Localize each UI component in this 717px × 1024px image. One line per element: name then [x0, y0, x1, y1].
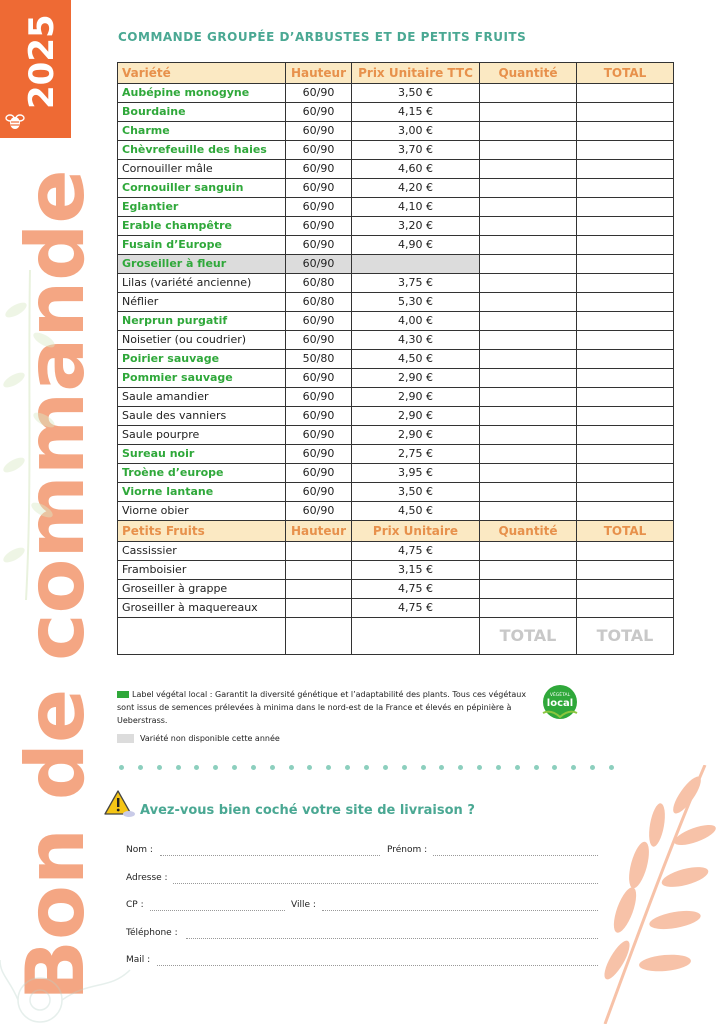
shrub-row: [118, 502, 674, 521]
height-cell: 60/90: [286, 502, 352, 521]
height-cell: 60/90: [286, 331, 352, 350]
height-cell: 60/90: [286, 312, 352, 331]
height-cell: 60/90: [286, 141, 352, 160]
total-cell[interactable]: [577, 426, 674, 445]
variety-name: Bourdaine: [118, 103, 286, 122]
price-cell: 2,75 €: [352, 445, 480, 464]
quantity-cell[interactable]: [480, 542, 577, 561]
prenom-label: Prénom :: [387, 845, 428, 855]
divider-dot: [552, 765, 557, 770]
total-cell[interactable]: [577, 464, 674, 483]
nom-label: Nom :: [126, 845, 153, 855]
quantity-cell[interactable]: [480, 331, 577, 350]
fruits-header-row: [118, 521, 674, 542]
total-cell[interactable]: [577, 84, 674, 103]
shrub-row: [118, 217, 674, 236]
price-cell: 3,75 €: [352, 274, 480, 293]
divider-dot: [194, 765, 199, 770]
quantity-cell[interactable]: [480, 388, 577, 407]
price-cell: 2,90 €: [352, 369, 480, 388]
shrub-row: [118, 198, 674, 217]
shrub-row: [118, 103, 674, 122]
divider-dot: [421, 765, 426, 770]
price-cell: 4,50 €: [352, 350, 480, 369]
shrub-row: [118, 426, 674, 445]
year-tab: [0, 0, 71, 138]
height-cell: 60/90: [286, 255, 352, 274]
total-cell[interactable]: [577, 502, 674, 521]
header-price: Prix Unitaire TTC: [352, 63, 480, 84]
mail-input-line[interactable]: [157, 965, 598, 966]
divider-dot: [251, 765, 256, 770]
variety-name: Aubépine monogyne: [118, 84, 286, 103]
unavailable-legend: Variété non disponible cette année: [140, 734, 280, 743]
height-cell: 60/90: [286, 464, 352, 483]
quantity-cell[interactable]: [480, 103, 577, 122]
height-cell: [286, 561, 352, 580]
total-cell[interactable]: [577, 179, 674, 198]
grey-swatch: [117, 734, 134, 743]
height-cell: 60/90: [286, 426, 352, 445]
flower-decoration: [0, 950, 140, 1024]
quantity-cell[interactable]: [480, 561, 577, 580]
shrub-row: [118, 160, 674, 179]
height-cell: 60/90: [286, 160, 352, 179]
nom-input-line[interactable]: [160, 855, 380, 856]
order-table: [117, 62, 674, 655]
total-cell[interactable]: [577, 388, 674, 407]
header-variety: Variété: [118, 63, 286, 84]
divider-dot: [458, 765, 463, 770]
total-cell[interactable]: [577, 236, 674, 255]
height-cell: 60/90: [286, 103, 352, 122]
height-cell: 60/90: [286, 198, 352, 217]
variety-name: Charme: [118, 122, 286, 141]
page-big-title: Bon de commande: [9, 169, 102, 1001]
divider-dot: [496, 765, 501, 770]
shrub-row: [118, 331, 674, 350]
cp-label: CP :: [126, 900, 144, 910]
variety-name: Lilas (variété ancienne): [118, 274, 286, 293]
variety-name: Viorne lantane: [118, 483, 286, 502]
variety-name: Cornouiller sanguin: [118, 179, 286, 198]
header-quantity: Quantité: [480, 521, 577, 542]
quantity-cell[interactable]: [480, 369, 577, 388]
quantity-cell[interactable]: [480, 217, 577, 236]
shrubs-header-row: [118, 63, 674, 84]
shrub-row: [118, 388, 674, 407]
total-cell[interactable]: [577, 599, 674, 618]
total-cell[interactable]: [577, 122, 674, 141]
quantity-cell[interactable]: [480, 274, 577, 293]
ville-input-line[interactable]: [322, 910, 598, 911]
divider-dot: [534, 765, 539, 770]
shrub-row: [118, 179, 674, 198]
telephone-input-line[interactable]: [186, 938, 598, 939]
local-label-legend: [117, 688, 537, 727]
divider-dot: [232, 765, 237, 770]
quantity-cell[interactable]: [480, 426, 577, 445]
height-cell: 60/90: [286, 122, 352, 141]
grand-total-row: [118, 618, 674, 655]
price-cell: 3,20 €: [352, 217, 480, 236]
divider-dot: [326, 765, 331, 770]
divider-dot: [157, 765, 162, 770]
fruit-row: [118, 599, 674, 618]
svg-text:VÉGÉTAL: VÉGÉTAL: [549, 693, 571, 698]
height-cell: 60/90: [286, 369, 352, 388]
fruit-row: [118, 542, 674, 561]
height-cell: 60/90: [286, 84, 352, 103]
variety-name: Troène d’europe: [118, 464, 286, 483]
header-total: TOTAL: [577, 63, 674, 84]
variety-name: Chèvrefeuille des haies: [118, 141, 286, 160]
divider-dot: [270, 765, 275, 770]
price-cell: 3,95 €: [352, 464, 480, 483]
price-cell: 2,90 €: [352, 407, 480, 426]
price-cell: 3,15 €: [352, 561, 480, 580]
divider-dot: [364, 765, 369, 770]
vegetal-local-badge-icon: [537, 683, 583, 723]
telephone-label: Téléphone :: [126, 928, 178, 938]
variety-name: Saule des vanniers: [118, 407, 286, 426]
quantity-cell[interactable]: [480, 502, 577, 521]
green-swatch: [117, 691, 129, 698]
height-cell: 60/90: [286, 236, 352, 255]
divider-dot: [289, 765, 294, 770]
total-cell[interactable]: [577, 369, 674, 388]
total-cell[interactable]: [577, 561, 674, 580]
price-cell: 2,90 €: [352, 426, 480, 445]
document-title: COMMANDE GROUPÉE D’ARBUSTES ET DE PETITS FRUITS: [118, 30, 527, 44]
spacer-cell: [352, 618, 480, 655]
year-label: 2025: [22, 14, 62, 110]
height-cell: [286, 599, 352, 618]
header-height: Hauteur: [286, 521, 352, 542]
price-cell: 2,90 €: [352, 388, 480, 407]
variety-name: Noisetier (ou coudrier): [118, 331, 286, 350]
divider-dot: [176, 765, 181, 770]
shrub-row: [118, 369, 674, 388]
price-cell: 4,75 €: [352, 580, 480, 599]
variety-name: Erable champêtre: [118, 217, 286, 236]
total-cell[interactable]: [577, 198, 674, 217]
height-cell: 60/90: [286, 388, 352, 407]
variety-name: Saule pourpre: [118, 426, 286, 445]
variety-name: Viorne obier: [118, 502, 286, 521]
shrub-row: [118, 464, 674, 483]
total-cell[interactable]: [577, 445, 674, 464]
quantity-cell[interactable]: [480, 179, 577, 198]
svg-text:local: local: [546, 698, 574, 709]
delivery-question: Avez-vous bien coché votre site de livraison ?: [140, 803, 475, 818]
price-cell: 5,30 €: [352, 293, 480, 312]
variety-name: Nerprun purgatif: [118, 312, 286, 331]
height-cell: 60/90: [286, 217, 352, 236]
shrub-row: [118, 84, 674, 103]
total-cell[interactable]: [577, 350, 674, 369]
grand-total-quantity[interactable]: TOTAL: [480, 618, 577, 655]
price-cell: 4,75 €: [352, 542, 480, 561]
variety-name: Framboisier: [118, 561, 286, 580]
variety-name: Cornouiller mâle: [118, 160, 286, 179]
prenom-input-line[interactable]: [433, 855, 598, 856]
variety-name: Cassissier: [118, 542, 286, 561]
fern-decoration-right: [595, 765, 717, 1024]
divider-dot: [439, 765, 444, 770]
divider-dot: [571, 765, 576, 770]
shrub-row: [118, 122, 674, 141]
adresse-label: Adresse :: [126, 873, 168, 883]
bee-icon: [5, 112, 25, 132]
mail-label: Mail :: [126, 955, 151, 965]
adresse-input-line[interactable]: [173, 883, 598, 884]
quantity-cell[interactable]: [480, 464, 577, 483]
price-cell: 4,30 €: [352, 331, 480, 350]
height-cell: 50/80: [286, 350, 352, 369]
fruit-row: [118, 561, 674, 580]
price-cell: 4,50 €: [352, 502, 480, 521]
fruit-row: [118, 580, 674, 599]
variety-name: Groseiller à grappe: [118, 580, 286, 599]
header-price: Prix Unitaire: [352, 521, 480, 542]
quantity-cell[interactable]: [480, 255, 577, 274]
price-cell: 4,15 €: [352, 103, 480, 122]
variety-name: Eglantier: [118, 198, 286, 217]
divider-dot: [138, 765, 143, 770]
shrub-row: [118, 312, 674, 331]
total-cell[interactable]: [577, 407, 674, 426]
price-cell: 3,50 €: [352, 84, 480, 103]
header-quantity: Quantité: [480, 63, 577, 84]
total-cell[interactable]: [577, 274, 674, 293]
price-cell: 3,00 €: [352, 122, 480, 141]
quantity-cell[interactable]: [480, 160, 577, 179]
price-cell: 4,20 €: [352, 179, 480, 198]
quantity-cell[interactable]: [480, 198, 577, 217]
quantity-cell[interactable]: [480, 350, 577, 369]
quantity-cell[interactable]: [480, 141, 577, 160]
height-cell: 60/90: [286, 407, 352, 426]
local-label-text: Label végétal local : Garantit la diversité génétique et l’adaptabilité des plants. Tous ces végétaux sont issus de semences prélevées à minima dans le nord-est de la France et élevés en pépinière à Ueberstrass.: [117, 690, 527, 725]
divider-dot: [477, 765, 482, 770]
quantity-cell[interactable]: [480, 312, 577, 331]
variety-name: Groseiller à maquereaux: [118, 599, 286, 618]
height-cell: 60/80: [286, 274, 352, 293]
shrub-row: [118, 141, 674, 160]
header-total: TOTAL: [577, 521, 674, 542]
warning-icon: [103, 789, 137, 819]
cp-input-line[interactable]: [150, 910, 285, 911]
variety-name: Sureau noir: [118, 445, 286, 464]
variety-name: Fusain d’Europe: [118, 236, 286, 255]
quantity-cell[interactable]: [480, 122, 577, 141]
height-cell: 60/90: [286, 483, 352, 502]
price-cell: 3,70 €: [352, 141, 480, 160]
divider-dot: [119, 765, 124, 770]
quantity-cell[interactable]: [480, 483, 577, 502]
divider-dot: [307, 765, 312, 770]
header-height: Hauteur: [286, 63, 352, 84]
variety-name: Saule amandier: [118, 388, 286, 407]
shrub-row: [118, 293, 674, 312]
divider-dot: [515, 765, 520, 770]
total-cell[interactable]: [577, 312, 674, 331]
shrub-row: [118, 350, 674, 369]
price-cell: 4,60 €: [352, 160, 480, 179]
grand-total-amount[interactable]: TOTAL: [577, 618, 674, 655]
spacer-cell: [286, 618, 352, 655]
total-cell[interactable]: [577, 255, 674, 274]
shrub-row: [118, 445, 674, 464]
height-cell: [286, 580, 352, 599]
height-cell: [286, 542, 352, 561]
header-variety: Petits Fruits: [118, 521, 286, 542]
price-cell: 4,75 €: [352, 599, 480, 618]
shrub-row: [118, 255, 674, 274]
price-cell: 4,00 €: [352, 312, 480, 331]
ville-label: Ville :: [291, 900, 316, 910]
variety-name: Groseiller à fleur: [118, 255, 286, 274]
total-cell[interactable]: [577, 542, 674, 561]
dotted-divider: [119, 765, 614, 773]
divider-dot: [402, 765, 407, 770]
shrub-row: [118, 274, 674, 293]
quantity-cell[interactable]: [480, 580, 577, 599]
height-cell: 60/80: [286, 293, 352, 312]
divider-dot: [345, 765, 350, 770]
price-cell: 4,90 €: [352, 236, 480, 255]
total-cell[interactable]: [577, 103, 674, 122]
shrub-row: [118, 236, 674, 255]
quantity-cell[interactable]: [480, 293, 577, 312]
total-cell[interactable]: [577, 580, 674, 599]
total-cell[interactable]: [577, 217, 674, 236]
divider-dot: [383, 765, 388, 770]
total-cell[interactable]: [577, 160, 674, 179]
price-cell: 3,50 €: [352, 483, 480, 502]
price-cell: [352, 255, 480, 274]
quantity-cell[interactable]: [480, 236, 577, 255]
quantity-cell[interactable]: [480, 407, 577, 426]
spacer-cell: [118, 618, 286, 655]
variety-name: Néflier: [118, 293, 286, 312]
shrub-row: [118, 407, 674, 426]
shrub-row: [118, 483, 674, 502]
height-cell: 60/90: [286, 179, 352, 198]
price-cell: 4,10 €: [352, 198, 480, 217]
total-cell[interactable]: [577, 293, 674, 312]
quantity-cell[interactable]: [480, 599, 577, 618]
total-cell[interactable]: [577, 141, 674, 160]
variety-name: Poirier sauvage: [118, 350, 286, 369]
height-cell: 60/90: [286, 445, 352, 464]
leaf-decoration-left: [0, 270, 60, 600]
divider-dot: [213, 765, 218, 770]
total-cell[interactable]: [577, 483, 674, 502]
variety-name: Pommier sauvage: [118, 369, 286, 388]
total-cell[interactable]: [577, 331, 674, 350]
quantity-cell[interactable]: [480, 84, 577, 103]
quantity-cell[interactable]: [480, 445, 577, 464]
